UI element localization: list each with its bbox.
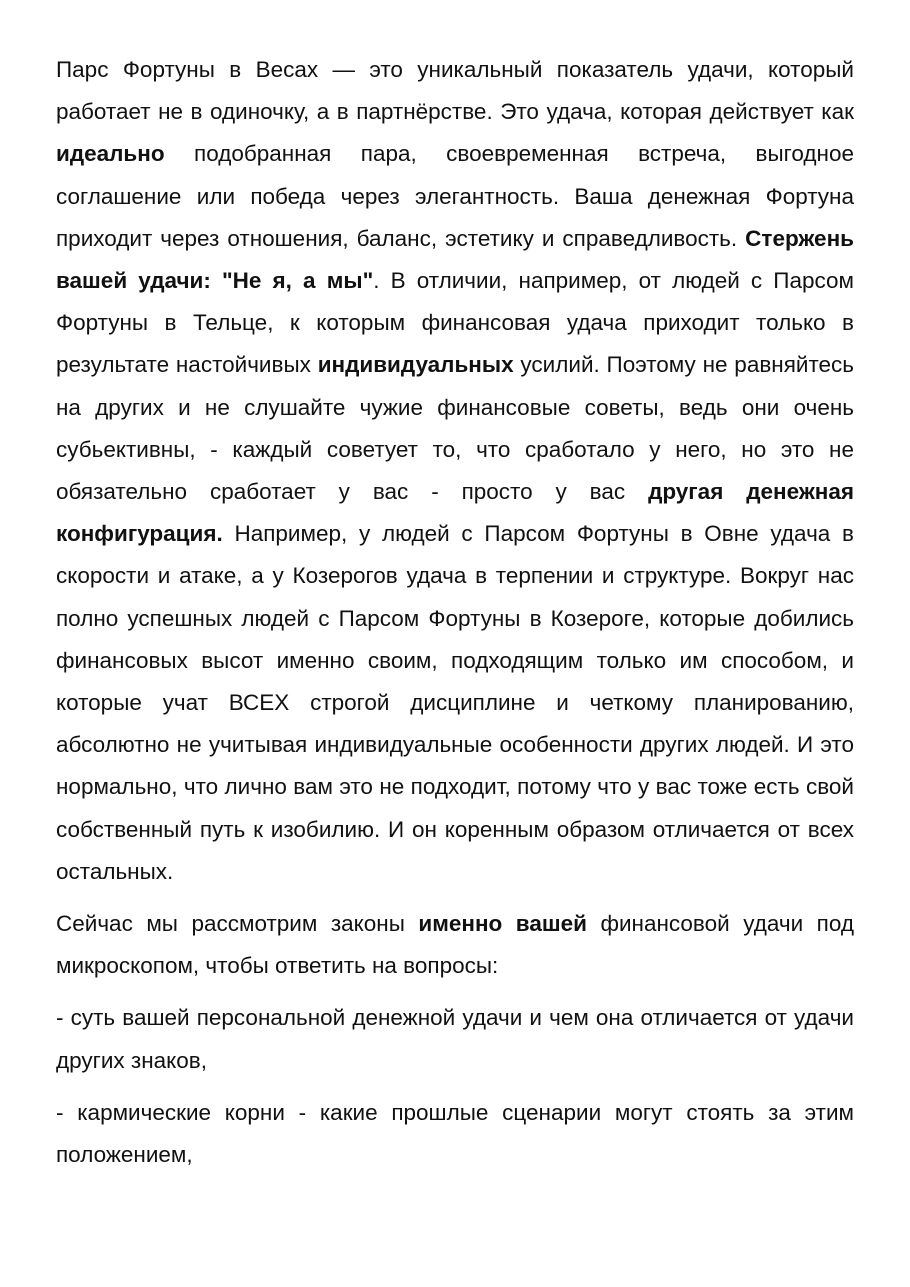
bold-text-run: именно вашей bbox=[418, 911, 587, 937]
text-run: подобранная пара, своевременная встреча, выгодное соглашение или победа через элегантность. Ваша денежная Фортуна приходит через отношения, баланс, эстетику и справедливость. bbox=[56, 141, 854, 251]
text-run: Парс Фортуны в Весах — это уникальный показатель удачи, который работает не в одиночку, а в партнёрстве. Это удача, которая действует как bbox=[56, 57, 854, 125]
text-run: Например, у людей с Парсом Фортуны в Овне удача в скорости и атаке, а у Козерогов удача в терпении и структуре. Вокруг нас полно успешных людей с Парсом Фортуны в Козероге, которые добились финансовых высот именно своим, подходящим только им способом, и которые учат ВСЕХ строгой дисциплине и четкому планированию, абсолютно не учитывая индивидуальные особенности других людей. И это нормально, что лично вам это не подходит, потому что у вас тоже есть свой собственный путь к изобилию. И он коренным образом отличается от всех остальных. bbox=[56, 521, 854, 884]
list-item-question bbox=[56, 997, 854, 1081]
document-page bbox=[56, 49, 854, 1186]
bold-text-run: идеально bbox=[56, 141, 165, 167]
bold-text-run: индивидуальных bbox=[317, 352, 514, 378]
text-run: усилий. Поэтому не равняйтесь на других и не слушайте чужие финансовые советы, ведь они очень субьективны, - каждый советует то, что сработало у него, но это не обязательно сработает у вас - просто у вас bbox=[56, 352, 855, 505]
text-run: финансовой удачи под микроскопом, чтобы ответить на вопросы: bbox=[56, 911, 855, 979]
bold-text-run: Стержень вашей удачи: "Не я, а мы" bbox=[56, 225, 854, 294]
paragraph-intro bbox=[56, 49, 854, 893]
paragraph-questions-intro bbox=[56, 903, 854, 987]
text-run: - суть вашей персональной денежной удачи и чем она отличается от удачи других знаков, bbox=[56, 1005, 854, 1073]
text-run: . В отличии, например, от людей с Парсом Фортуны в Тельце, к которым финансовая удача приходит только в результате настойчивых bbox=[56, 268, 854, 378]
text-run: Сейчас мы рассмотрим законы bbox=[56, 911, 419, 937]
list-item-question bbox=[56, 1092, 854, 1176]
text-run: - кармические корни - какие прошлые сценарии могут стоять за этим положением, bbox=[56, 1099, 854, 1168]
bold-text-run: другая денежная конфигурация. bbox=[56, 479, 855, 547]
